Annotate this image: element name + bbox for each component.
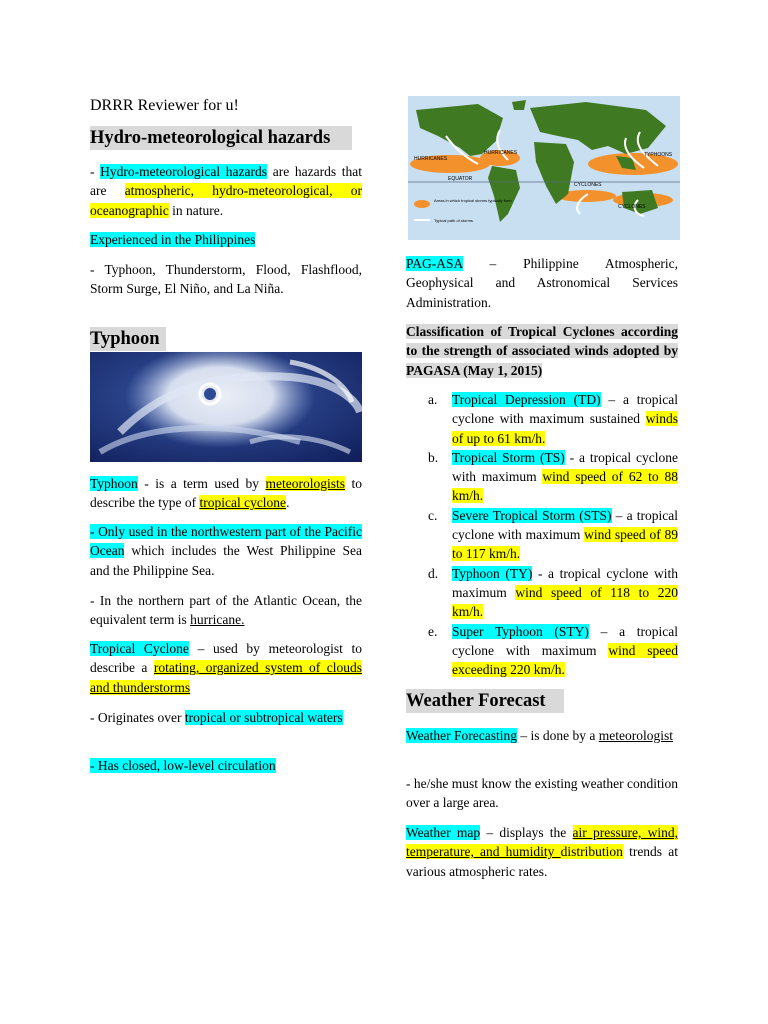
map-label-typhoons: TYPHOONS	[644, 152, 673, 158]
typhoon-definition: Typhoon - is a term used by meteorologists to describe the type of tropical cyclone.	[90, 476, 362, 511]
legend-swatch-storm-area	[414, 200, 430, 208]
section-heading-hydromet: Hydro-meteorological hazards	[90, 126, 352, 150]
map-label-cyclones-indian: CYCLONES	[574, 182, 602, 188]
map-label-hurricanes-atlantic: HURRICANES	[484, 150, 518, 156]
section-heading-typhoon: Typhoon	[90, 327, 166, 351]
originates-note: - Originates over tropical or subtropical waters	[90, 710, 343, 725]
section-heading-weather-forecast: Weather Forecast	[406, 689, 564, 713]
existing-condition-note: - he/she must know the existing weather condition over a large area.	[406, 776, 678, 811]
closed-circulation-note: - Has closed, low-level circulation	[90, 758, 276, 773]
classification-item: c. Severe Tropical Storm (STS) – a tropical cyclone with maximum wind speed of 89 to 117 km/h.	[428, 507, 678, 562]
typhoon-satellite-image-svg	[90, 352, 362, 462]
hazards-list: - Typhoon, Thunderstorm, Flood, Flashflood, Storm Surge, El Niño, and La Niña.	[90, 262, 362, 297]
typhoon-satellite-image	[90, 352, 362, 462]
legend-storm-area-label: Areas in which tropical storms typically form	[434, 198, 512, 203]
nw-pacific-note: - Only used in the northwestern part of the Pacific Ocean which includes the West Philippine Sea and the Philippine Sea.	[90, 524, 362, 578]
weather-map-definition: Weather map – displays the air pressure, wind, temperature, and humidity distribution trends at various atmospheric rates.	[406, 825, 678, 879]
tropical-cyclone-definition: Tropical Cyclone – used by meteorologist to describe a rotating, organized system of clouds and thunderstorms	[90, 641, 363, 695]
experienced-label: Experienced in the Philippines	[90, 232, 256, 247]
pagasa-definition: PAG-ASA – Philippine Atmospheric, Geophysical and Astronomical Services Administration.	[406, 256, 678, 310]
tropical-storm-world-map	[408, 96, 680, 240]
atlantic-note: - In the northern part of the Atlantic Ocean, the equivalent term is hurricane.	[90, 593, 362, 628]
map-label-cyclones-australia: CYCLONES	[618, 204, 646, 210]
document-title: DRRR Reviewer for u!	[90, 97, 239, 114]
classification-item: b. Tropical Storm (TS) - a tropical cyclone with maximum wind speed of 62 to 88 km/h.	[428, 449, 679, 504]
weather-forecasting-definition: Weather Forecasting – is done by a meteorologist	[406, 728, 673, 743]
hydromet-definition: - Hydro-meteorological hazards are hazards that are atmospheric, hydro-meteorological, or oceanographic in nature.	[90, 164, 363, 218]
classification-heading: Classification of Tropical Cyclones according to the strength of associated winds adopted by PAGASA (May 1, 2015)	[406, 324, 678, 378]
world-map-svg	[408, 96, 680, 240]
classification-item: a. Tropical Depression (TD) – a tropical cyclone with maximum sustained winds of up to 61 km/h.	[428, 392, 678, 446]
cyclone-classification-list	[406, 390, 678, 679]
classification-item: e. Super Typhoon (STY) – a tropical cyclone with maximum wind speed exceeding 220 km/h.	[428, 623, 678, 678]
map-label-hurricanes-west: HURRICANES	[414, 156, 448, 162]
legend-storm-path-label: Typical path of storms	[434, 218, 473, 223]
classification-item: d. Typhoon (TY) - a tropical cyclone with maximum wind speed of 118 to 220 km/h.	[428, 565, 678, 620]
map-label-equator: EQUATOR	[448, 176, 473, 182]
